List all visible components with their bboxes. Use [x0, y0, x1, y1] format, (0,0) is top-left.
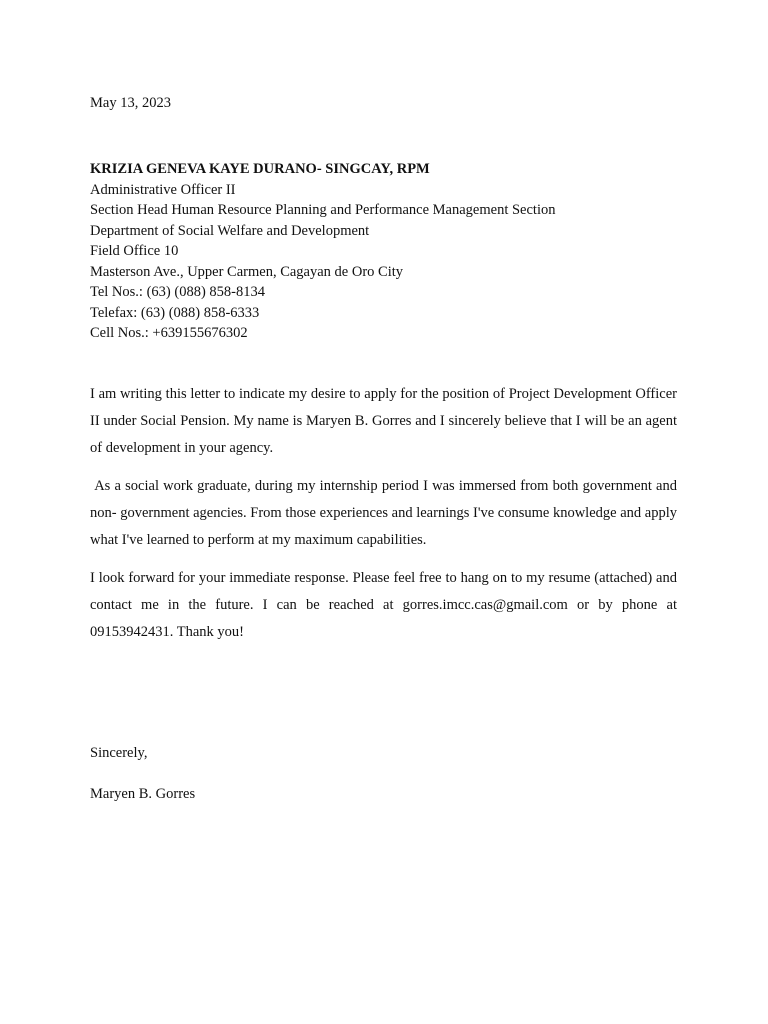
- recipient-tel: Tel Nos.: (63) (088) 858-8134: [90, 284, 265, 300]
- recipient-section: Section Head Human Resource Planning and Performance Management Section: [90, 202, 556, 218]
- recipient-cell: Cell Nos.: +639155676302: [90, 325, 248, 341]
- recipient-department: Department of Social Welfare and Development: [90, 222, 370, 239]
- letter-date: May 13, 2023: [90, 95, 171, 111]
- recipient-field-office: Field Office 10: [90, 243, 179, 259]
- letter-body: [90, 381, 681, 657]
- recipient-name: KRIZIA GENEVA KAYE DURANO- SINGCAY, RPM: [90, 161, 430, 177]
- letter-closing: Sincerely,: [90, 745, 148, 761]
- body-paragraph-intro: I am writing this letter to indicate my desire to apply for the position of Project Development Officer II under Social Pension. My name is Maryen B. Gorres and I sincerely believe that I will be an agent of development in your agency.: [90, 386, 677, 456]
- recipient-telefax: Telefax: (63) (088) 858-6333: [90, 304, 260, 321]
- recipient-position: Administrative Officer II: [90, 181, 236, 198]
- body-paragraph-experience: As a social work graduate, during my internship period I was immersed from both government and non- government agencies. From those experiences and learnings I've consume knowledge and apply what I've learned to perform at my maximum capabilities.: [90, 478, 681, 548]
- recipient-address: Masterson Ave., Upper Carmen, Cagayan de Oro City: [90, 263, 404, 280]
- signature-name: Maryen B. Gorres: [90, 786, 196, 802]
- body-paragraph-contact: I look forward for your immediate response. Please feel free to hang on to my resume (attached) and contact me in the future. I can be reached at gorres.imcc.cas@gmail.com or by phone at 09153942431. Thank you!: [90, 570, 677, 640]
- recipient-block: [90, 159, 690, 344]
